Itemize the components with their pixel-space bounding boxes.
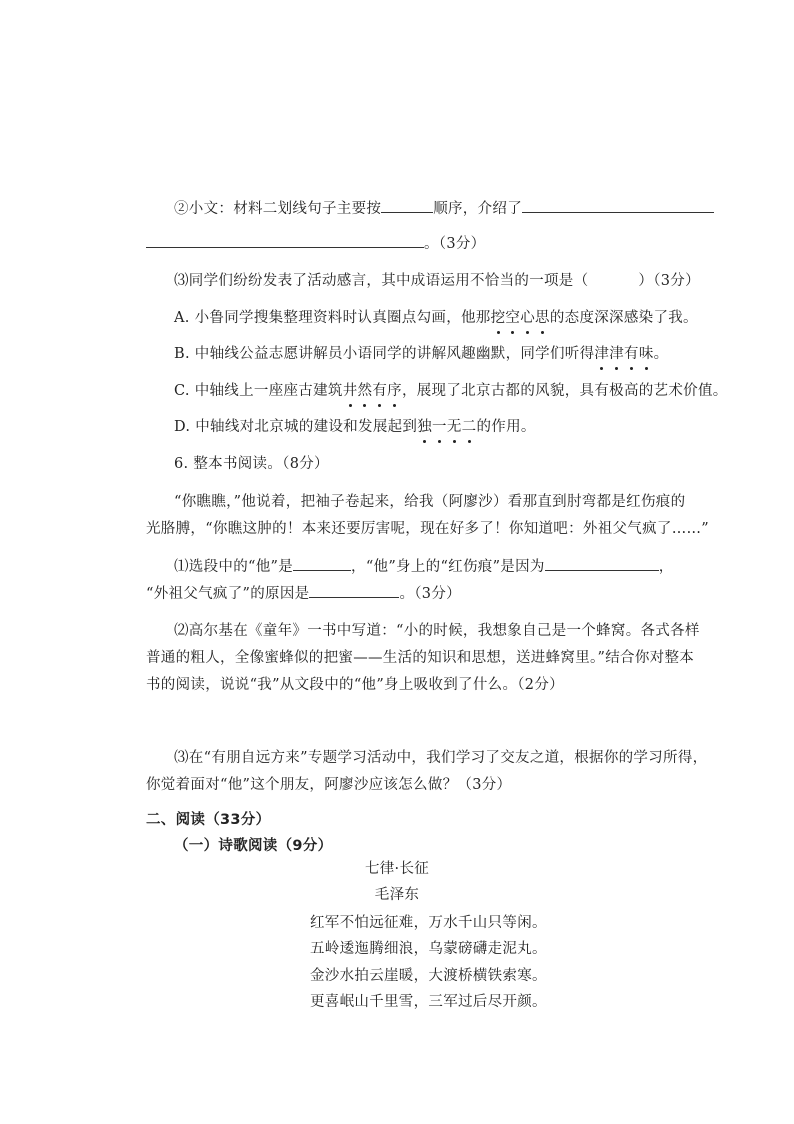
option-b-pre: B. 中轴线公益志愿讲解员小语同学的讲解风趣幽默，同学们听得 <box>174 346 595 362</box>
answer-blank[interactable] <box>545 556 659 571</box>
q5-item2-line1 <box>174 198 714 219</box>
q6-passage-line2: 光胳膊，“你瞧这肿的！本来还要厉害呢，现在好多了！你知道吧：外祖父气疯了……” <box>146 521 710 537</box>
q5-option-a <box>174 308 698 328</box>
poem-line: 红军不怕远征难，万水千山只等闲。 <box>310 915 547 931</box>
q6-title: 6. 整本书阅读。（8分） <box>174 456 329 472</box>
option-a-post: 的态度深深感染了我。 <box>549 310 698 326</box>
answer-blank[interactable] <box>522 198 714 213</box>
q5-option-c <box>174 381 728 401</box>
q6-sub1-mid: ，“他”身上的“红伤痕”是因为 <box>351 559 545 575</box>
q6-sub1-suffix: 。（3分） <box>399 586 461 602</box>
dotted-char: 有 <box>624 346 639 362</box>
dotted-char: 津 <box>609 346 624 362</box>
dotted-char: 然 <box>357 383 373 399</box>
dotted-char: 独 <box>417 419 433 435</box>
dotted-char: 井 <box>342 383 358 399</box>
dotted-char: 有 <box>372 383 388 399</box>
dotted-char: 挖 <box>490 310 506 326</box>
answer-blank[interactable] <box>309 583 399 598</box>
dotted-char: 味 <box>638 346 654 362</box>
poem-line: 金沙水拍云崖暖，大渡桥横铁索寒。 <box>310 968 547 984</box>
option-d-post: 的作用。 <box>476 419 536 435</box>
q6-sub3-line2: 你觉着面对“他”这个朋友，阿廖沙应该怎么做？（3分） <box>146 777 512 793</box>
answer-blank[interactable] <box>146 233 424 248</box>
option-b-post: 。 <box>653 346 669 362</box>
dotted-char: 心 <box>520 310 536 326</box>
dotted-char: 空 <box>505 310 521 326</box>
option-c-pre: C. 中轴线上一座座古建筑 <box>174 383 343 399</box>
q6-passage-line1: “你瞧瞧，”他说着，把袖子卷起来，给我（阿廖沙）看那直到肘弯都是红伤痕的 <box>174 494 686 510</box>
option-a-pre: A. 小鲁同学搜集整理资料时认真圈点勾画，他那 <box>174 310 491 326</box>
q6-sub3-line1: ⑶在“有朋自远方来”专题学习活动中，我们学习了交友之道，根据你的学习所得， <box>174 750 708 766</box>
q5-item2-prefix: ②小文：材料二划线句子主要按 <box>174 201 382 217</box>
q5-item2-line2 <box>146 233 485 254</box>
poem-title: 七律·长征 <box>364 861 430 877</box>
q6-sub2-line2: 普通的粗人，全像蜜蜂似的把蜜——生活的知识和思想，送进蜂窝里。”结合你对整本 <box>146 650 695 666</box>
poem-author: 毛泽东 <box>374 887 420 903</box>
answer-blank[interactable] <box>293 556 351 571</box>
dotted-char: 二 <box>461 419 477 435</box>
dotted-char: 序 <box>387 383 402 399</box>
q5-option-b <box>174 344 668 364</box>
q6-sub2-line3: 书的阅读，说说“我”从文段中的“他”身上吸收到了什么。（2分） <box>146 677 564 693</box>
q6-sub1-line2 <box>146 583 461 604</box>
option-c-post: ，展现了北京古都的风貌，具有极高的艺术价值。 <box>401 383 728 399</box>
section2-subtitle: （一）诗歌阅读（9分） <box>174 838 333 854</box>
q5-item2-suffix: 。（3分） <box>424 236 486 252</box>
dotted-char: 无 <box>446 419 462 435</box>
answer-blank[interactable] <box>381 198 433 213</box>
poem-line: 更喜岷山千里雪，三军过后尽开颜。 <box>310 994 547 1010</box>
dotted-char: 津 <box>594 346 610 362</box>
poem-line: 五岭逶迤腾细浪，乌蒙磅礴走泥丸。 <box>310 941 547 957</box>
q6-sub1-line2-prefix: “外祖父气疯了”的原因是 <box>146 586 310 602</box>
q5-item3-stem-text: ⑶同学们纷纷发表了活动感言，其中成语运用不恰当的一项是（ <box>174 273 589 289</box>
q6-sub2-line1: ⑵高尔基在《童年》一书中写道：“小的时候，我想象自己是一个蜂窝。各式各样 <box>174 623 700 639</box>
section2-title: 二、阅读（33分） <box>146 812 271 828</box>
q6-sub1-line1: ⑴选段中的“他”是 ，“他”身上的“红伤痕”是因为 ， <box>174 556 674 577</box>
q5-item3-stem <box>174 271 700 291</box>
dotted-char: 思 <box>535 310 550 326</box>
dotted-char: 一 <box>432 419 447 435</box>
q5-item2-mid: 顺序，介绍了 <box>433 201 523 217</box>
option-d-pre: D. 中轴线对北京城的建设和发展起到 <box>174 419 418 435</box>
q6-sub1-prefix: ⑴选段中的“他”是 <box>174 559 294 575</box>
q5-item3-stem-end: ）（3分） <box>638 273 700 289</box>
q5-option-d <box>174 417 536 437</box>
